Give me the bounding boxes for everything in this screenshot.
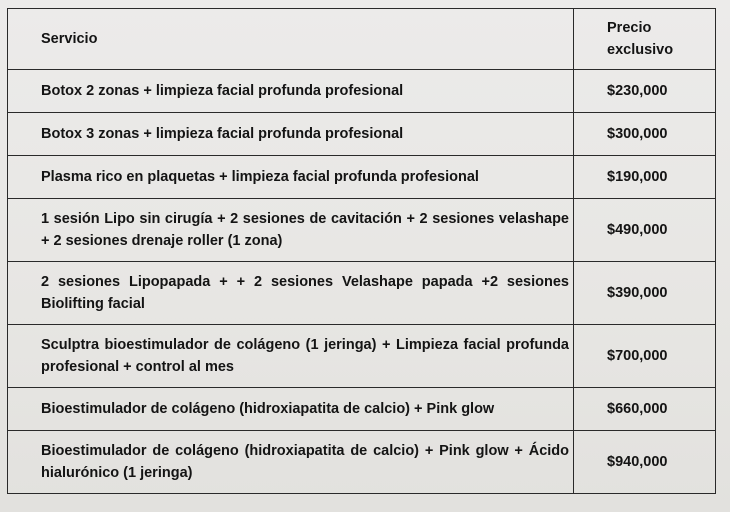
price-header-line2: exclusivo [607,42,674,58]
table-row [8,113,716,156]
table-row [8,431,716,494]
service-cell: 1 sesión Lipo sin cirugía + 2 sesiones de cavitación + 2 sesiones velashape + 2 sesiones drenaje roller (1 zona) [8,199,574,262]
service-cell: Botox 3 zonas + limpieza facial profunda profesional [8,113,574,156]
table-row [8,199,716,262]
table-header-row [8,9,716,70]
price-cell: $660,000 [574,388,716,431]
price-cell: $190,000 [574,156,716,199]
price-cell: $490,000 [574,199,716,262]
service-cell: Bioestimulador de colágeno (hidroxiapatita de calcio) + Pink glow + Ácido hialurónico (1 jeringa) [8,431,574,494]
table-row [8,156,716,199]
price-cell: $300,000 [574,113,716,156]
table-row [8,262,716,325]
table-row [8,388,716,431]
price-cell: $390,000 [574,262,716,325]
price-cell: $700,000 [574,325,716,388]
service-cell: Botox 2 zonas + limpieza facial profunda profesional [8,70,574,113]
price-table [7,8,716,494]
service-column-header: Servicio [8,9,574,70]
table-row [8,70,716,113]
price-cell: $940,000 [574,431,716,494]
table-row [8,325,716,388]
service-cell: Sculptra bioestimulador de colágeno (1 jeringa) + Limpieza facial profunda profesional + control al mes [8,325,574,388]
price-column-header [574,9,716,70]
service-cell: Plasma rico en plaquetas + limpieza facial profunda profesional [8,156,574,199]
service-cell: Bioestimulador de colágeno (hidroxiapatita de calcio) + Pink glow [8,388,574,431]
price-cell: $230,000 [574,70,716,113]
price-header-line1: Precio [607,20,652,36]
service-cell: 2 sesiones Lipopapada + + 2 sesiones Velashape papada +2 sesiones Biolifting facial [8,262,574,325]
